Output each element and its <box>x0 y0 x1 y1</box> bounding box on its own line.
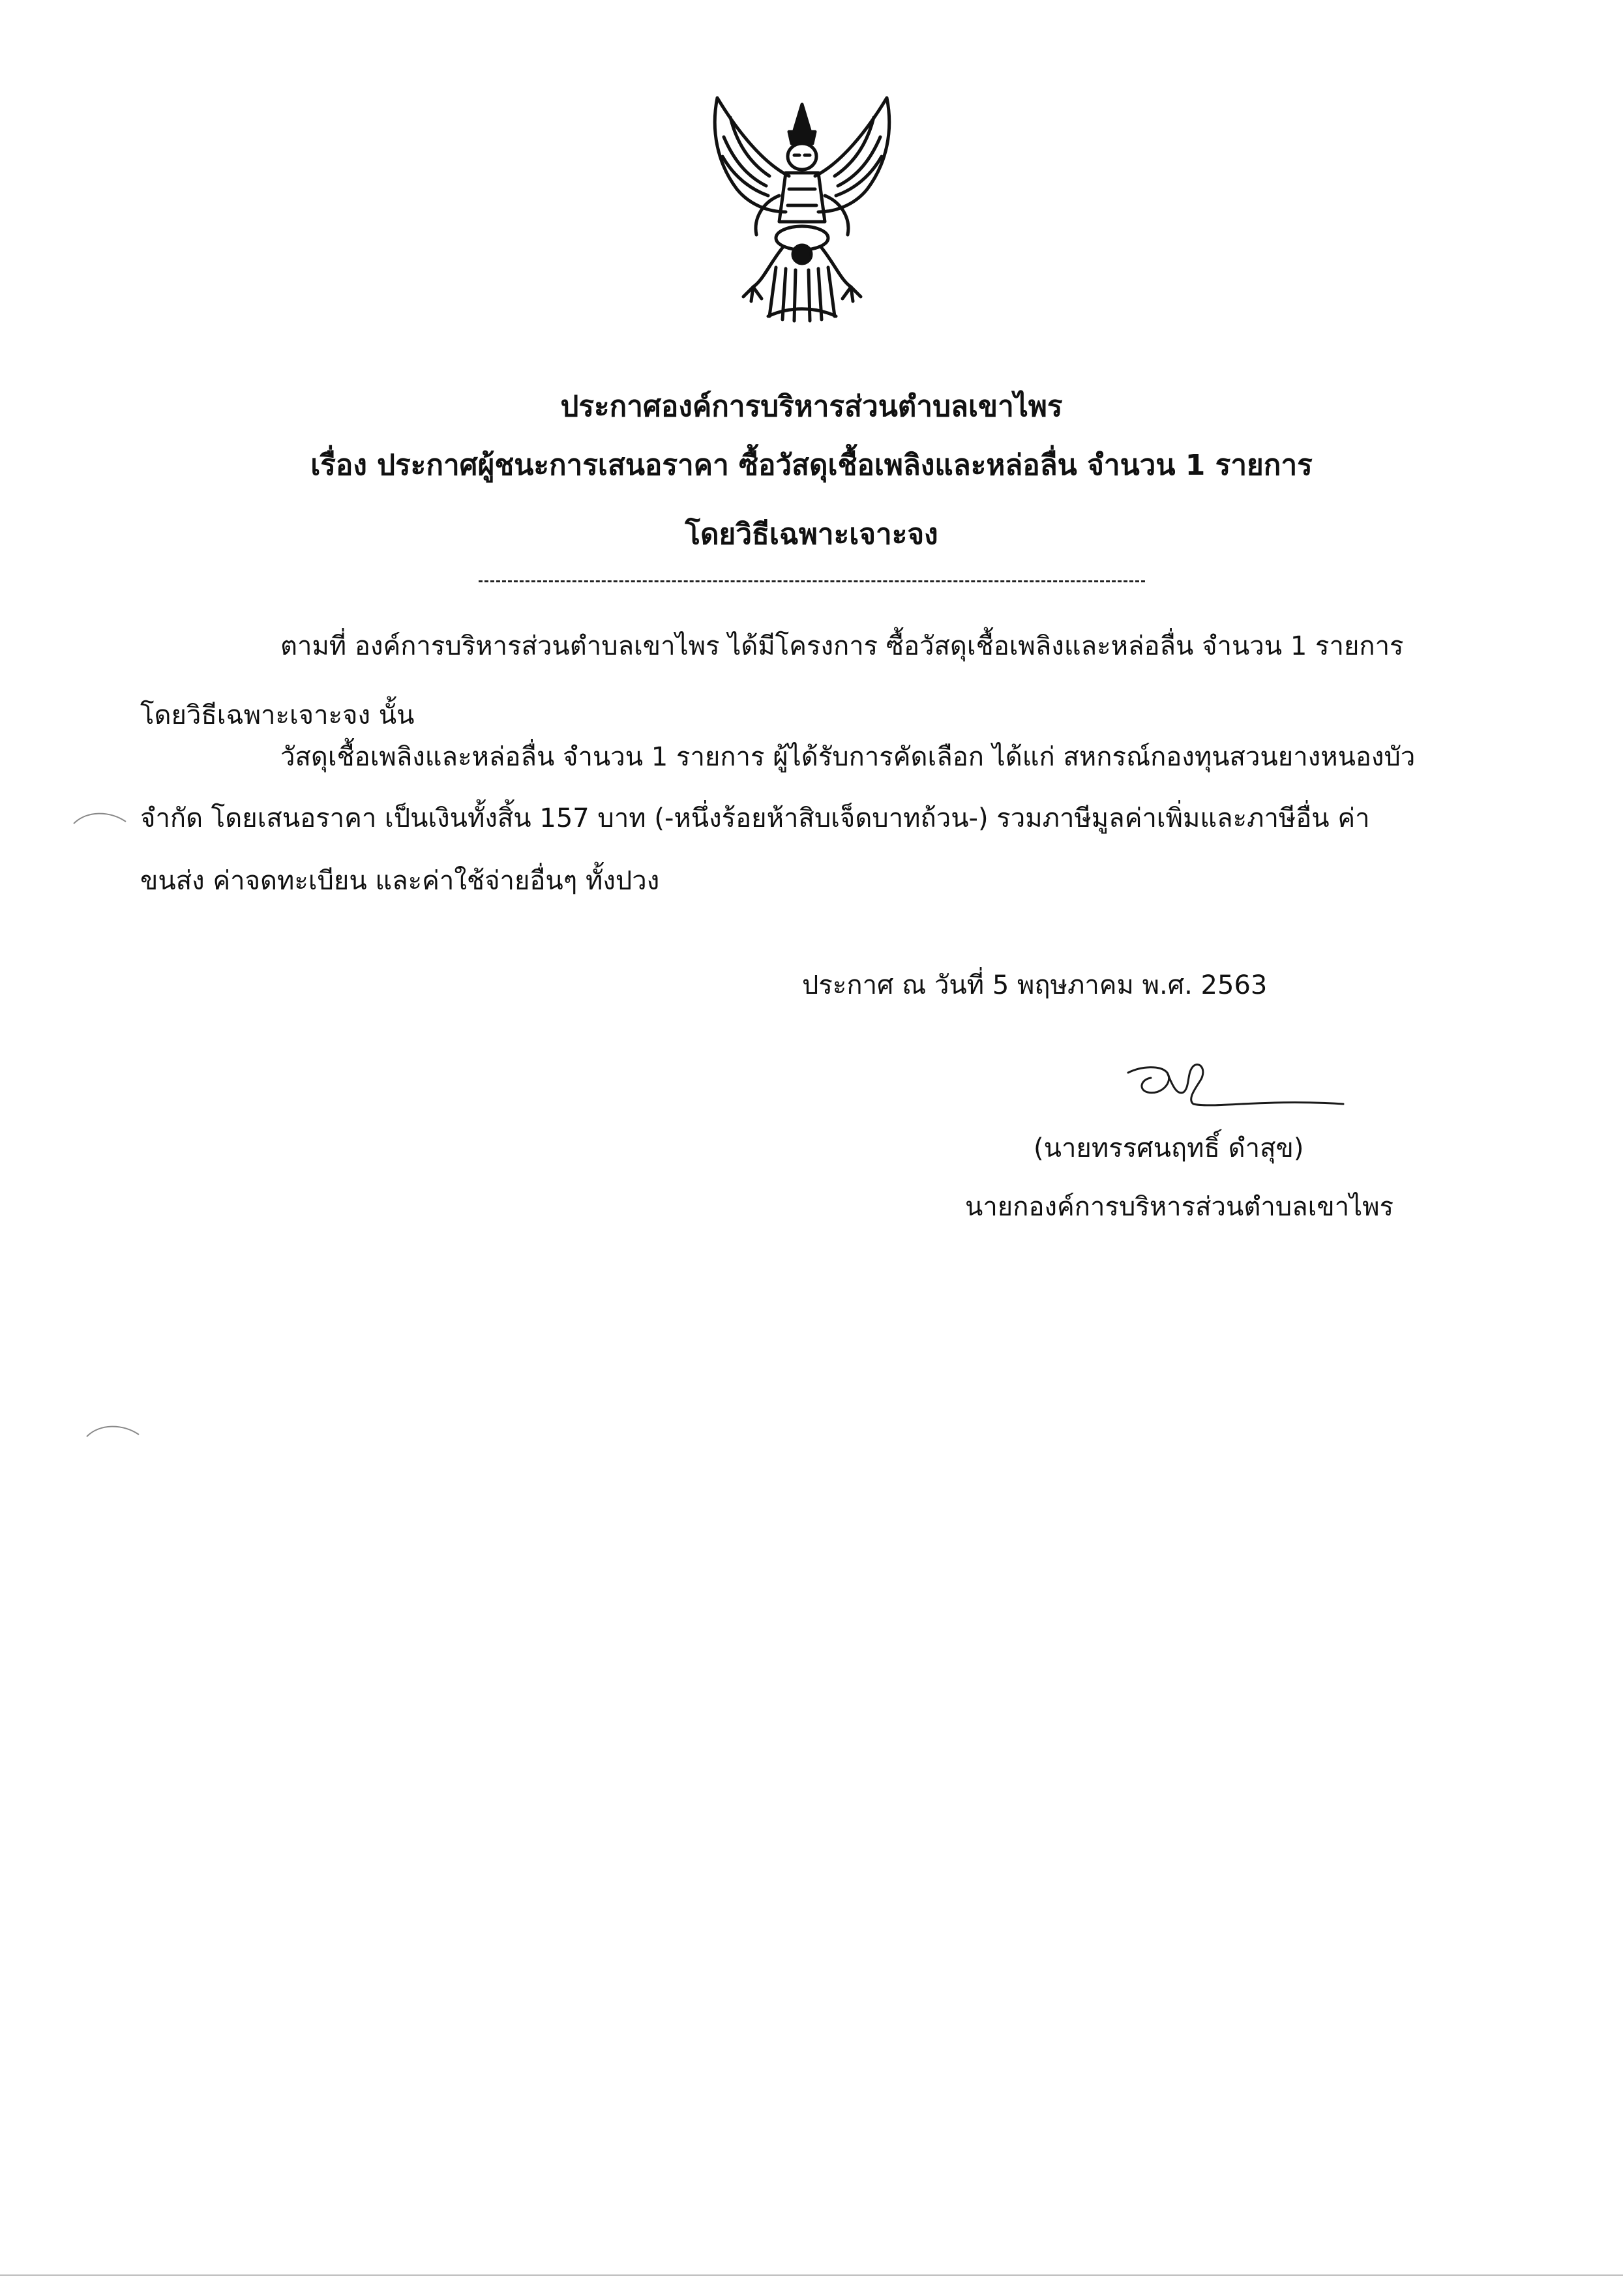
handwritten-signature <box>1122 1047 1356 1118</box>
paragraph-1-line-1: ตามที่ องค์การบริหารส่วนตำบลเขาไพร ได้มีโครงการ ซื้อวัสดุเชื้อเพลิงและหล่อลื่น จำนวน 1 รายการ <box>280 631 1404 661</box>
announcement-date: ประกาศ ณ วันที่ 5 พฤษภาคม พ.ศ. 2563 <box>802 970 1268 1000</box>
paragraph-1-line-2: โดยวิธีเฉพาะเจาะจง นั้น <box>140 700 415 730</box>
heading-separator <box>479 580 1145 582</box>
announcement-title: ประกาศองค์การบริหารส่วนตำบลเขาไพร <box>560 390 1063 423</box>
scan-hole-mark <box>70 807 129 827</box>
garuda-emblem <box>691 91 913 326</box>
paragraph-2-line-2: จำกัด โดยเสนอราคา เป็นเงินทั้งสิ้น 157 บาท (-หนึ่งร้อยห้าสิบเจ็ดบาทถ้วน-) รวมภาษีมูลค่าเพิ่มและภาษีอื่น ค่า <box>140 803 1370 833</box>
signer-name: (นายทรรศนฤทธิ์ ดำสุข) <box>1034 1133 1304 1163</box>
paragraph-2-line-3: ขนส่ง ค่าจดทะเบียน และค่าใช้จ่ายอื่นๆ ทั้งปวง <box>140 866 660 896</box>
signer-position: นายกองค์การบริหารส่วนตำบลเขาไพร <box>965 1192 1394 1222</box>
scan-hole-mark <box>83 1420 142 1440</box>
announcement-method: โดยวิธีเฉพาะเจาะจง <box>685 518 938 551</box>
scan-bottom-edge <box>0 2274 1623 2276</box>
announcement-subject: เรื่อง ประกาศผู้ชนะการเสนอราคา ซื้อวัสดุเชื้อเพลิงและหล่อลื่น จำนวน 1 รายการ <box>310 449 1313 482</box>
paragraph-2-line-1: วัสดุเชื้อเพลิงและหล่อลื่น จำนวน 1 รายการ ผู้ได้รับการคัดเลือก ได้แก่ สหกรณ์กองทุนสวนยางหนองบัว <box>280 742 1416 772</box>
